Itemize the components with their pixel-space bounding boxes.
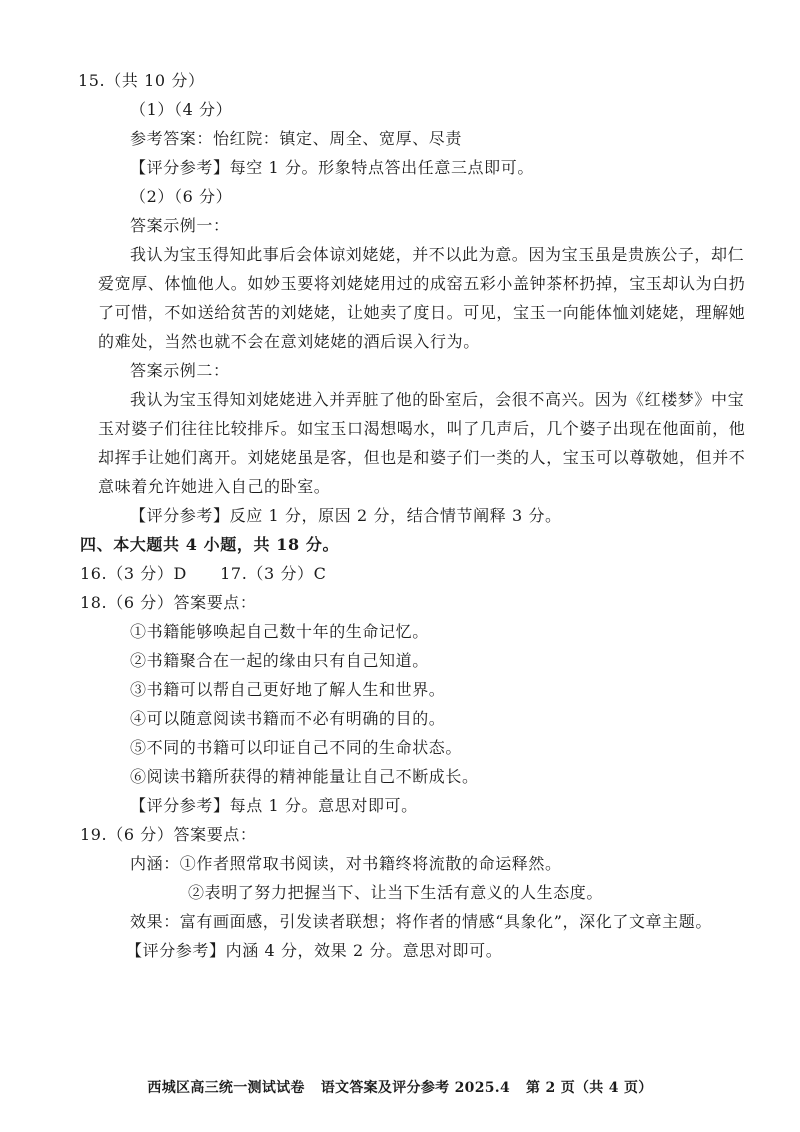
q18-point: ①书籍能够唤起自己数十年的生命记忆。 bbox=[130, 622, 429, 641]
q15-example1-label: 答案示例一： bbox=[130, 216, 230, 235]
q15-example2-label: 答案示例二： bbox=[130, 361, 230, 380]
q15-part1-scoring: 【评分参考】每空 1 分。形象特点答出任意三点即可。 bbox=[130, 158, 534, 177]
q19-connotation-2: ②表明了努力把握当下、让当下生活有意义的人生态度。 bbox=[188, 883, 604, 902]
q18-heading: 18.（6 分）答案要点： bbox=[80, 593, 257, 612]
q15-example2-line: 玉对婆子们往往比较排斥。如宝玉口渴想喝水，叫了几声后，几个婆子出现在他面前，他 bbox=[98, 419, 746, 438]
q15-example1-line: 爱宽厚、体恤他人。如妙玉要将刘姥姥用过的成窑五彩小盖钟茶杯扔掉，宝玉却认为白扔 bbox=[98, 274, 746, 293]
footer-exam-name: 西城区高三统一测试试卷 bbox=[147, 1080, 305, 1096]
q16-q17-answers: 16.（3 分）D 17.（3 分）C bbox=[80, 564, 327, 583]
q18-point: ⑥阅读书籍所获得的精神能量让自己不断成长。 bbox=[130, 767, 479, 786]
q15-part1-answer: 参考答案：怡红院：镇定、周全、宽厚、尽责 bbox=[130, 129, 463, 148]
q15-example2-line: 意味着允许她进入自己的卧室。 bbox=[98, 477, 331, 496]
q19-effect: 效果：富有画面感，引发读者联想；将作者的情感“具象化”，深化了文章主题。 bbox=[130, 912, 712, 931]
q18-point: ③书籍可以帮自己更好地了解人生和世界。 bbox=[130, 680, 446, 699]
q15-example1-line: 的难处，当然也就不会在意刘姥姥的酒后误入行为。 bbox=[98, 332, 480, 351]
q15-part1-label: （1）（4 分） bbox=[130, 100, 233, 119]
footer-page-number: 第 2 页（共 4 页） bbox=[526, 1080, 653, 1096]
footer-subject: 语文答案及评分参考 2025.4 bbox=[320, 1080, 510, 1096]
q15-example1-line: 了可惜，不如送给贫苦的刘姥姥，让她卖了度日。可见，宝玉一向能体恤刘姥姥，理解她 bbox=[98, 303, 746, 322]
q15-heading: 15.（共 10 分） bbox=[78, 71, 205, 90]
page-footer bbox=[0, 1077, 800, 1097]
q18-scoring: 【评分参考】每点 1 分。意思对即可。 bbox=[130, 796, 418, 815]
q15-part2-scoring: 【评分参考】反应 1 分，原因 2 分，结合情节阐释 3 分。 bbox=[130, 506, 562, 525]
q19-heading: 19.（6 分）答案要点： bbox=[80, 825, 257, 844]
q19-scoring: 【评分参考】内涵 4 分，效果 2 分。意思对即可。 bbox=[126, 941, 503, 960]
q18-point: ②书籍聚合在一起的缘由只有自己知道。 bbox=[130, 651, 429, 670]
q19-connotation-1: 内涵：①作者照常取书阅读，对书籍终将流散的命运释然。 bbox=[130, 854, 562, 873]
q15-part2-label: （2）（6 分） bbox=[130, 187, 233, 206]
q18-point: ④可以随意阅读书籍而不必有明确的目的。 bbox=[130, 709, 446, 728]
q15-example2-line: 却挥手让她们离开。刘姥姥虽是客，但也是和婆子们一类的人，宝玉可以尊敬她，但并不 bbox=[98, 448, 746, 467]
q15-example2-line: 我认为宝玉得知刘姥姥进入并弄脏了他的卧室后，会很不高兴。因为《红楼梦》中宝 bbox=[130, 390, 745, 409]
section-four-heading: 四、本大题共 4 小题，共 18 分。 bbox=[80, 535, 340, 554]
q15-example1-line: 我认为宝玉得知此事后会体谅刘姥姥，并不以此为意。因为宝玉虽是贵族公子，却仁 bbox=[130, 245, 745, 264]
q18-point: ⑤不同的书籍可以印证自己不同的生命状态。 bbox=[130, 738, 463, 757]
